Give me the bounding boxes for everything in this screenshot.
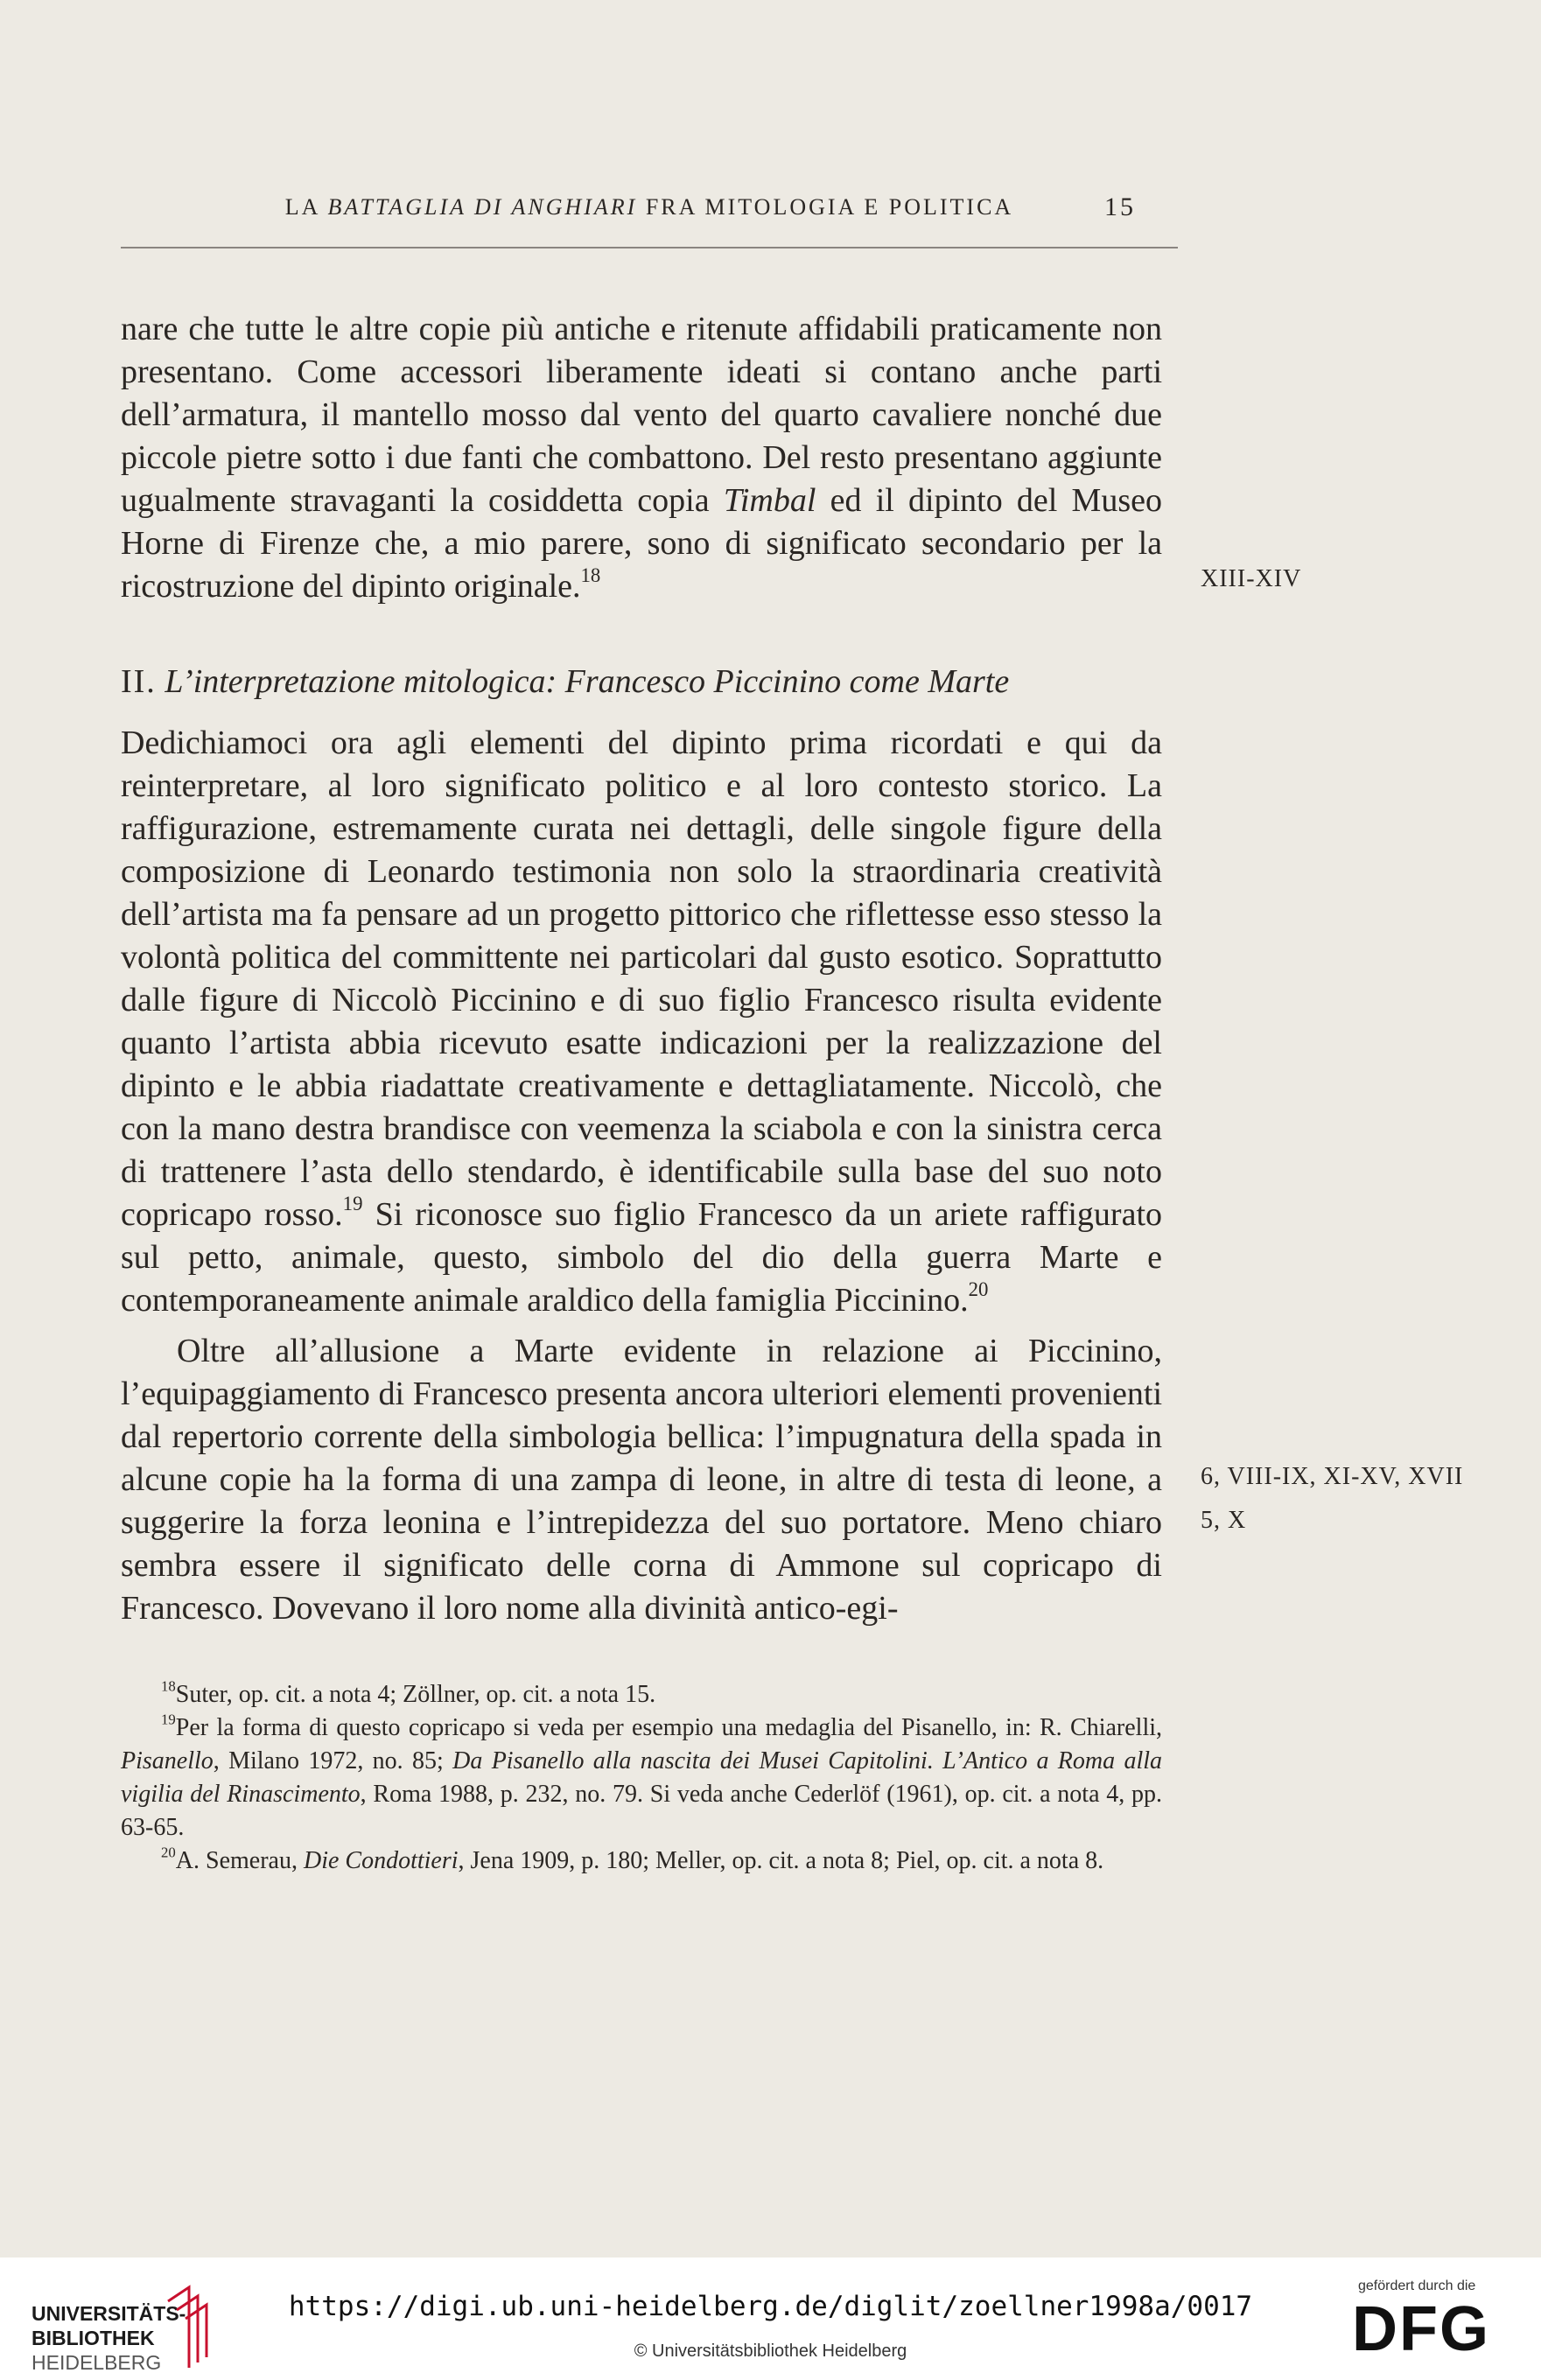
section-heading bbox=[121, 661, 1009, 704]
library-line-1: UNIVERSITÄTS- bbox=[32, 2302, 186, 2325]
footnote-18 bbox=[121, 1678, 1162, 1712]
paragraph-2-text-b: Si riconosce suo figlio Francesco da un ariete raffigurato sul petto, animale, questo, simbolo del dio della guerra Marte e contemporaneamente animale araldico della famiglia Piccinino. bbox=[121, 1196, 1162, 1319]
footnote-text: , Milano 1972, no. 85; bbox=[213, 1747, 453, 1774]
footnote-italic: Die Condottieri bbox=[303, 1847, 459, 1874]
header-suffix: FRA MITOLOGIA E POLITICA bbox=[645, 194, 1014, 220]
paragraph-1-italic: Timbal bbox=[723, 482, 816, 519]
section-title: L’interpretazione mitologica: Francesco Piccinino come Marte bbox=[165, 663, 1010, 700]
footnote-number: 20 bbox=[161, 1844, 176, 1861]
permalink-link[interactable]: https://digi.ub.uni-heidelberg.de/diglit/zoellner1998a/0017 bbox=[288, 2291, 1253, 2322]
header-rule bbox=[121, 247, 1178, 248]
footnote-ref-20[interactable]: 20 bbox=[968, 1278, 989, 1300]
paragraph-2 bbox=[121, 722, 1162, 1322]
paragraph-1 bbox=[121, 308, 1162, 608]
footnote-ref-19[interactable]: 19 bbox=[342, 1192, 363, 1214]
footnote-19 bbox=[121, 1712, 1162, 1844]
footnote-text: Per la forma di questo copricapo si veda per esempio una medaglia del Pisanello, in: R. Chiarelli, bbox=[175, 1714, 1162, 1741]
copyright: © Universitätsbibliothek Heidelberg bbox=[634, 2342, 907, 2361]
footnote-number: 19 bbox=[161, 1711, 176, 1728]
paragraph-1-text-a: nare che tutte le altre copie più antiche e ritenute affidabili praticamente non presentano. Come accessori liberamente ideati si contano anche parti dell’armatura, il mantello mosso dal vento del quarto cavaliere nonché due piccole pietre sotto i due fanti che combattono. Del resto presentano aggiunte ugualmente stravaganti la cosiddetta copia bbox=[121, 311, 1162, 519]
page-number: 15 bbox=[1104, 192, 1136, 221]
paragraph-1-text-b: ed il dipinto del Museo Horne di Firenze che, a mio parere, sono di significato secondario per la ricostruzione del dipinto originale. bbox=[121, 482, 1162, 605]
section-number: II. bbox=[121, 663, 157, 700]
dfg-logo: DFG bbox=[1352, 2294, 1490, 2364]
footnote-italic: Da Pisanello alla nascita dei Musei Capitolini. L’Antico a Roma alla vigilia del Rinascimento bbox=[121, 1747, 1163, 1808]
footnote-text: A. Semerau, bbox=[175, 1847, 304, 1874]
digitization-footer bbox=[0, 2258, 1541, 2380]
footnote-text: , Jena 1909, p. 180; Meller, op. cit. a nota 8; Piel, op. cit. a nota 8. bbox=[458, 1847, 1104, 1874]
funder-caption: gefördert durch die bbox=[1358, 2278, 1476, 2293]
footnote-text: Suter, op. cit. a nota 4; Zöllner, op. cit. a nota 15. bbox=[175, 1681, 656, 1708]
header-prefix: LA bbox=[284, 194, 320, 220]
margin-ref-plates-2: 6, VIII-IX, XI-XV, XVII bbox=[1201, 1463, 1464, 1490]
footnote-text: , Roma 1988, p. 232, no. 79. Si veda anche Cederlöf (1961), op. cit. a nota 4, pp. 63-65. bbox=[121, 1781, 1162, 1841]
library-line-3: HEIDELBERG bbox=[32, 2351, 162, 2374]
header-title-italic: BATTAGLIA DI ANGHIARI bbox=[327, 194, 638, 220]
footnotes bbox=[121, 1678, 1162, 1878]
permalink[interactable] bbox=[0, 2291, 1541, 2322]
running-header bbox=[121, 194, 1178, 220]
paragraph-3: Oltre all’allusione a Marte evidente in relazione ai Piccinino, l’equipaggiamento di Francesco presenta ancora ulteriori elementi provenienti dal repertorio corrente della simbologia bellica: l’impugnatura della spada in alcune copie ha la forma di una zampa di leone, in altre di testa di leone, a suggerire la forza leonina e l’intrepidezza del suo portatore. Meno chiaro sembra essere il significato delle corna di Ammone sul copricapo di Francesco. Dovevano il loro nome alla divinità antico-egi- bbox=[121, 1333, 1162, 1627]
paragraph-2-text-a: Dedichiamoci ora agli elementi del dipinto prima ricordati e qui da reinterpretare, al loro significato politico e al loro contesto storico. La raffigurazione, estremamente curata nei dettagli, delle singole figure della composizione di Leonardo testimonia non solo la straordinaria creatività dell’artista ma fa pensare ad un progetto pittorico che riflettesse esso stesso la volontà politica del committente nei particolari dal gusto esotico. Soprattutto dalle figure di Niccolò Piccinino e di suo figlio Francesco risulta evidente quanto l’artista abbia ricevuto esatte indicazioni per la realizzazione del dipinto e le abbia riadattate creativamente e dettagliatamente. Niccolò, che con la mano destra brandisce con veemenza la sciabola e con la sinistra cerca di trattenere l’asta dello stendardo, è identificabile sulla base del suo noto copricapo rosso. bbox=[121, 724, 1162, 1233]
margin-ref-plates-3: 5, X bbox=[1201, 1507, 1247, 1534]
footnote-italic: Pisanello bbox=[121, 1747, 214, 1774]
footnote-ref-18[interactable]: 18 bbox=[580, 564, 601, 586]
margin-ref-plates-1: XIII-XIV bbox=[1201, 565, 1302, 592]
library-line-2: BIBLIOTHEK bbox=[32, 2327, 155, 2349]
footnote-number: 18 bbox=[161, 1677, 176, 1695]
footnote-20 bbox=[121, 1844, 1162, 1878]
